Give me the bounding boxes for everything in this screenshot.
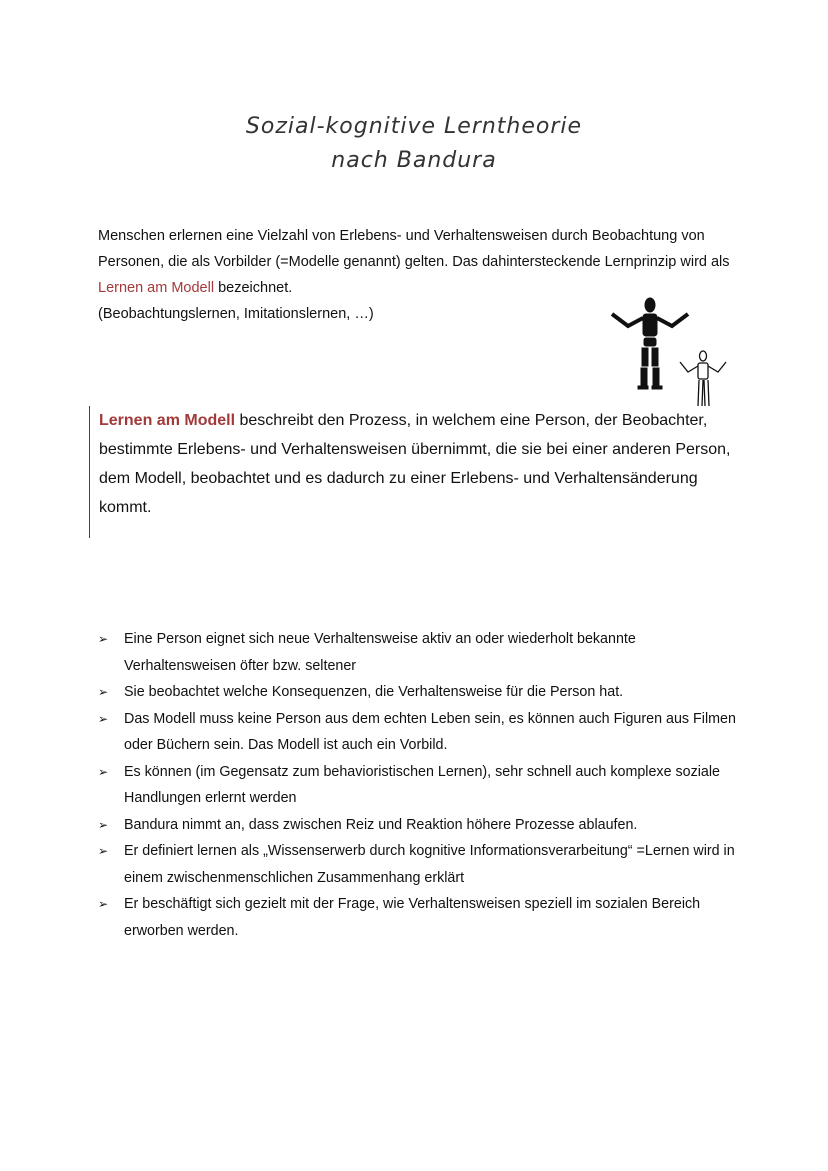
definition-block — [89, 406, 749, 538]
arrow-bullet-icon: ➢ — [98, 764, 109, 779]
arrow-bullet-icon: ➢ — [98, 844, 109, 858]
list-item-text: Es können (im Gegensatz zum behavioristischen Lernen), sehr schnell auch komplexe soziale Handlungen erlernt werden — [124, 763, 721, 806]
list-item-text: Eine Person eignet sich neue Verhaltensweise aktiv an oder wiederholt bekannte Verhaltensweisen öfter bzw. seltener — [124, 631, 636, 674]
list-item — [98, 679, 748, 706]
list-item-text: Sie beobachtet welche Konsequenzen, die Verhaltensweise für die Person hat. — [124, 684, 624, 700]
definition-term: Lernen am Modell — [99, 412, 236, 429]
list-item-text: Das Modell muss keine Person aus dem echten Leben sein, es können auch Figuren aus Filmen oder Büchern sein. Das Modell ist auch ein Vorbild. — [124, 710, 736, 753]
intro-highlight: Lernen am Modell — [98, 280, 215, 296]
list-item — [98, 706, 748, 759]
intro-synonyms: (Beobachtungslernen, Imitationslernen, …) — [98, 306, 374, 322]
list-item — [98, 812, 748, 839]
title-line-2: nach Bandura — [331, 148, 497, 173]
page-title — [0, 110, 828, 178]
key-points-list — [98, 626, 748, 944]
arrow-bullet-icon: ➢ — [98, 632, 109, 646]
list-item-text: Er beschäftigt sich gezielt mit der Frage, wie Verhaltensweisen speziell im sozialen Bereich erworben werden. — [124, 896, 701, 939]
list-item-text: Bandura nimmt an, dass zwischen Reiz und Reaktion höhere Prozesse ablaufen. — [124, 816, 638, 833]
arrow-bullet-icon: ➢ — [98, 817, 109, 832]
list-item — [98, 759, 748, 812]
definition-text: beschreibt den Prozess, in welchem eine Person, der Beobachter, bestimmte Erlebens- und Verhaltensweisen übernimmt, die sie bei einer anderen Person, dem Modell, beobachtet und es dadurch zu einer Erlebens- und Verhaltensänderung kommt. — [99, 412, 731, 516]
intro-text: Menschen erlernen eine Vielzahl von Erlebens- und Verhaltensweisen durch Beobachtung von Personen, die als Vorbilder (=Modelle genannt) gelten. Das dahintersteckende Lernprinzip wird als — [98, 228, 730, 270]
arrow-bullet-icon: ➢ — [98, 711, 109, 726]
title-line-1: Sozial-kognitive Lerntheorie — [245, 114, 583, 139]
arrow-bullet-icon: ➢ — [98, 685, 109, 699]
list-item — [98, 838, 748, 891]
intro-text-end: bezeichnet. — [214, 280, 293, 296]
arrow-bullet-icon: ➢ — [98, 897, 109, 911]
list-item-text: Er definiert lernen als „Wissenserwerb durch kognitive Informationsverarbeitung“ =Lernen wird in einem zwischenmenschlichen Zusammenhang erklärt — [124, 843, 735, 886]
list-item — [98, 891, 748, 944]
list-item — [98, 626, 748, 679]
wooden-mannequin-figures-icon — [604, 296, 734, 408]
